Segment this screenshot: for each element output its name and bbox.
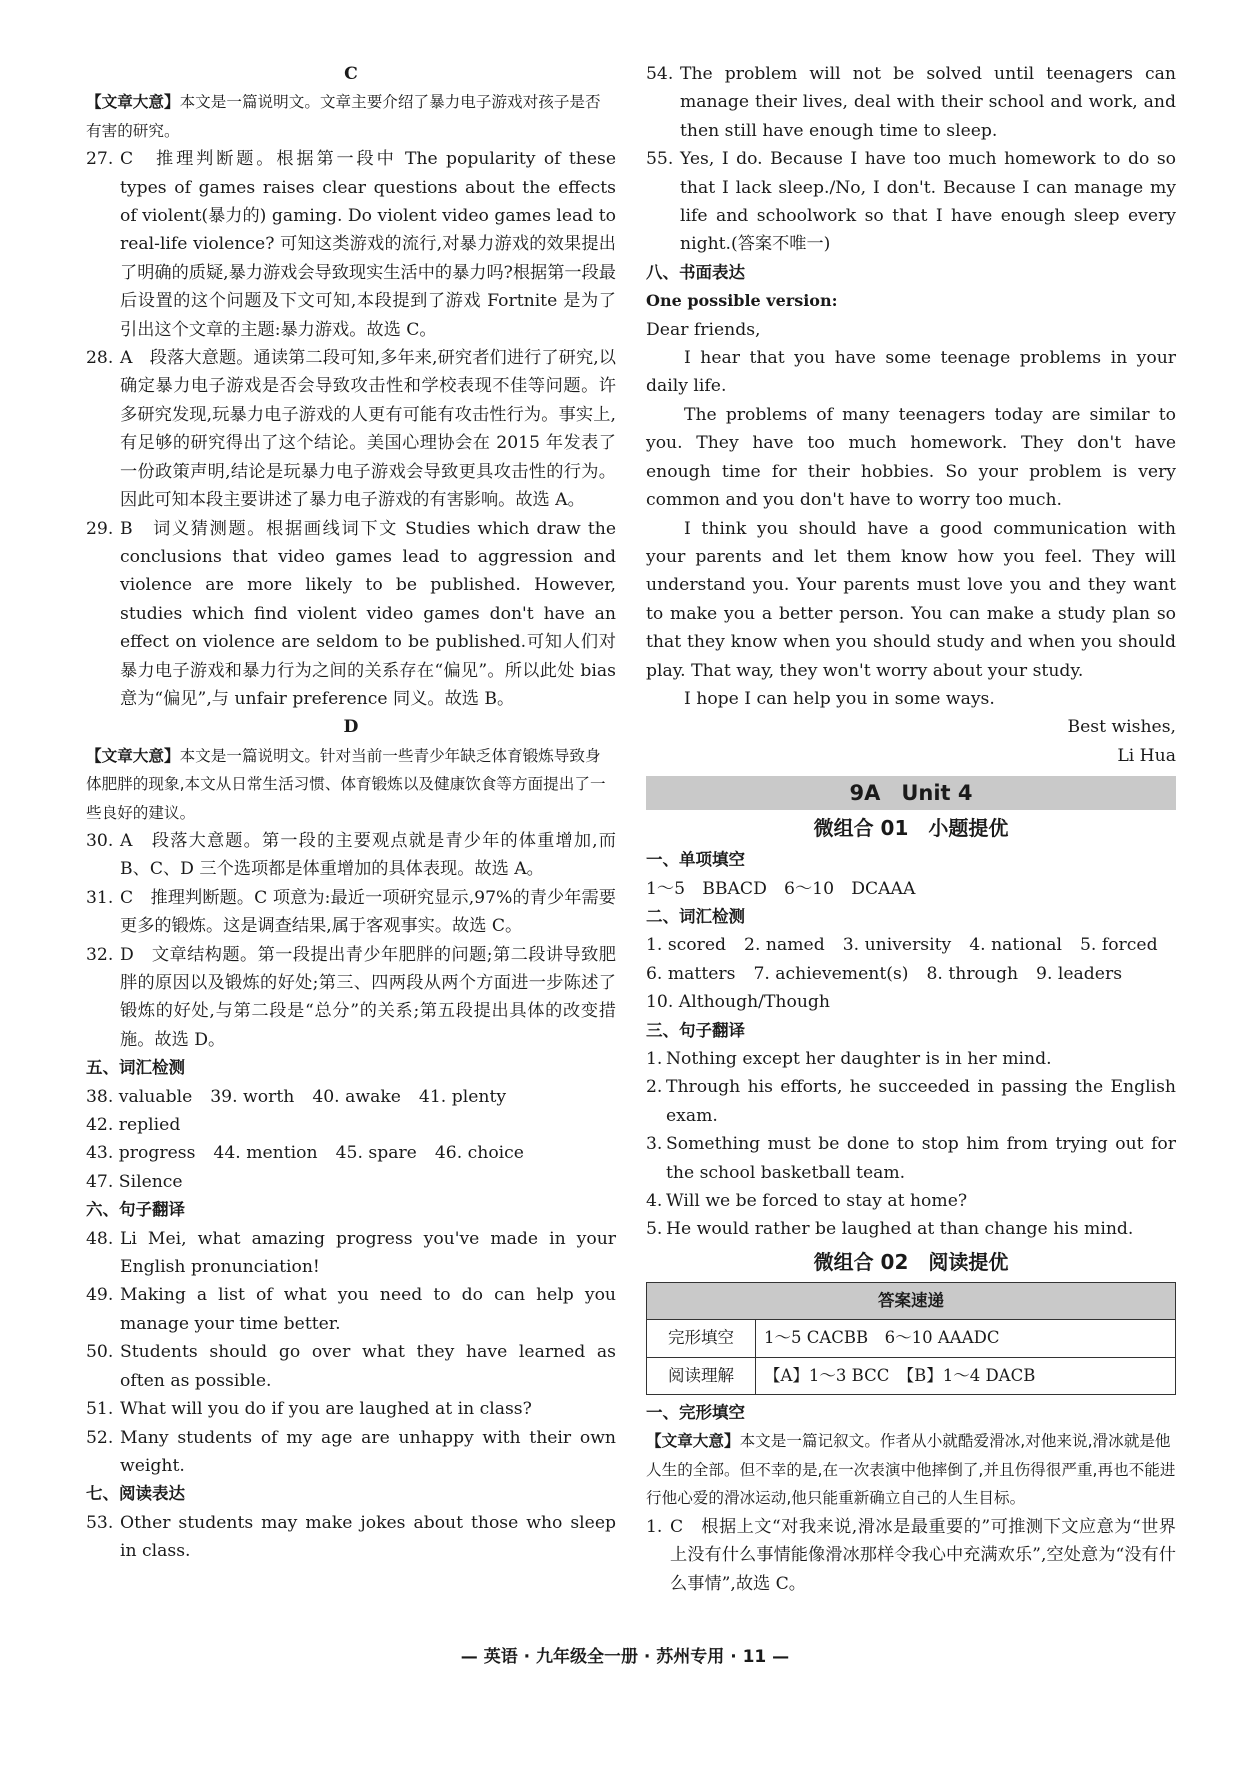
table-cell-value: 1～5 CACBB 6～10 AAADC [756, 1320, 1176, 1357]
vocab-answer: 42. replied [86, 1115, 181, 1136]
item-text: Through his efforts, he succeeded in passing the English exam. [666, 1077, 1176, 1126]
letter-paragraph: The problems of many teenagers today are similar to you. They have too much homework. They don't have enough time for their hobbies. So your problem is very common and you don't have to worry too much. [646, 404, 1176, 511]
item-number: 3. [646, 1134, 663, 1155]
item-text: A 段落大意题。通读第二段可知,多年来,研究者们进行了研究,以确定暴力电子游戏是否会导致攻击性和学校表现不佳等问题。许多研究发现,玩暴力电子游戏的人更有可能有攻击性行为。事实上,有足够的研究得出了这个结论。美国心理协会在 2015 年发表了一份政策声明,结论是玩暴力电子游戏会导致更具攻击性的行为。因此可知本段主要讲述了暴力电子游戏的有害影响。故选 A。 [120, 348, 616, 511]
answer-item [86, 515, 616, 714]
item-text: Many students of my age are unhappy with their own weight. [120, 1427, 616, 1476]
answer-item [86, 344, 616, 514]
item-text: C 根据上文“对我来说,滑冰是最重要的”可推测下文应意为“世界上没有什么事情能像滑冰那样令我心中充满欢乐”,空处意为“没有什么事情”,故选 C。 [670, 1516, 1176, 1594]
vocab-answer: 8. through [926, 963, 1019, 984]
vocab-answer: 10. Although/Though [646, 992, 830, 1013]
answer-item [646, 145, 1176, 259]
vocab-answer: 9. leaders [1036, 963, 1123, 984]
item-text: Students should go over what they have learned as often as possible. [120, 1342, 616, 1391]
answer-item [86, 827, 616, 884]
item-text: Li Mei, what amazing progress you've made in your English pronunciation! [120, 1228, 616, 1278]
section-heading: 五、词汇检测 [86, 1058, 185, 1078]
answer-item [646, 1130, 1176, 1187]
vocab-answer: 46. choice [434, 1143, 524, 1164]
vocab-answer: 2. named [744, 935, 825, 956]
item-text: Something must be done to stop him from trying out for the school basketball team. [666, 1134, 1176, 1183]
item-number: 32. [86, 944, 114, 965]
summary-text: 本文是一篇说明文。文章主要介绍了暴力电子游戏对孩子是否有害的研究。 [86, 93, 601, 140]
summary-tag: 【文章大意】 [86, 746, 180, 765]
vocab-row [86, 1168, 616, 1196]
letter-greeting: Dear friends, [646, 319, 761, 340]
unit-title: 9A Unit 4 [849, 780, 973, 805]
item-number: 29. [86, 518, 114, 539]
table-head: 答案速递 [647, 1282, 1176, 1319]
group2-summary [646, 1427, 1176, 1512]
item-text: Making a list of what you need to do can help you manage your time better. [120, 1285, 616, 1334]
item-number: 5. [646, 1219, 663, 1240]
item-text: He would rather be laughed at than change his mind. [666, 1219, 1134, 1240]
section-heading: 六、句子翻译 [86, 1200, 185, 1220]
item-text: What will you do if you are laughed at in class? [120, 1399, 532, 1420]
vocab-answer: 7. achievement(s) [753, 963, 909, 984]
table-row [647, 1357, 1176, 1394]
item-number: 30. [86, 830, 114, 851]
section-heading: 一、完形填空 [646, 1403, 745, 1423]
answer-item [86, 1509, 616, 1566]
group-title: 微组合 01 小题提优 [813, 816, 1009, 841]
summary-text: 本文是一篇记叙文。作者从小就酷爱滑冰,对他来说,滑冰就是他人生的全部。但不幸的是,在一次表演中他摔倒了,并且伤得很严重,再也不能进行他心爱的滑冰运动,他只能重新确立自己的人生目标。 [646, 1432, 1176, 1508]
item-text: C 推理判断题。C 项意为:最近一项研究显示,97%的青少年需要更多的锻炼。这是调查结果,属于客观事实。故选 C。 [120, 887, 616, 937]
item-number: 49. [86, 1285, 114, 1306]
summary-tag: 【文章大意】 [646, 1432, 740, 1451]
item-number: 51. [86, 1399, 114, 1420]
table-cell-label: 完形填空 [647, 1320, 756, 1357]
unit-title-bar [646, 776, 1176, 810]
item-number: 48. [86, 1228, 114, 1249]
item-text: C 推理判断题。根据第一段中 The popularity of these types of games raises clear questions about the effects of violent(暴力的) gaming. Do violent video games lead to real-life violence? 可知这类游戏的流行,对暴力游戏的效果提出了明确的质疑,暴力游戏会导致现实生活中的暴力吗?根据第一段最后设置的这个问题及下文可知,本段提到了游戏 Fortnite 是为了引出这个文章的主题:暴力游戏。故选 C。 [120, 149, 616, 340]
item-number: 52. [86, 1427, 114, 1448]
page-footer: — 英语 · 九年级全一册 · 苏州专用 · 11 — [460, 1647, 790, 1667]
item-text: Other students may make jokes about those who sleep in class. [120, 1512, 616, 1562]
item-number: 55. [646, 149, 674, 170]
item-number: 27. [86, 149, 114, 170]
item-number: 2. [646, 1077, 663, 1098]
section-heading: 二、词汇检测 [646, 906, 745, 926]
vocab-row [646, 988, 1176, 1016]
vocab-answer: 5. forced [1079, 935, 1158, 956]
version-label: One possible version: [646, 291, 838, 311]
letter-paragraph: I think you should have a good communication with your parents and let them know how you feel. They will understand you. Your parents must love you and they want to make you a better person. You can make a study plan so that they know when you should study and when you should play. That way, they won't worry about your study. [646, 518, 1176, 681]
answer-item [646, 1073, 1176, 1130]
section-heading: 八、书面表达 [646, 262, 745, 282]
section-d-summary [86, 742, 616, 827]
summary-tag: 【文章大意】 [86, 93, 180, 112]
item-text: The problem will not be solved until teenagers can manage their lives, deal with their school and work, and then still have enough time to sleep. [680, 64, 1176, 141]
answer-item [646, 1215, 1176, 1243]
section-d-letter: D [343, 717, 359, 738]
answer-item [86, 145, 616, 344]
vocab-answer: 3. university [842, 935, 952, 956]
vocab-answer: 44. mention [213, 1143, 318, 1164]
vocab-answer: 41. plenty [418, 1086, 507, 1107]
answer-item [86, 941, 616, 1055]
item-number: 54. [646, 64, 674, 84]
answer-item [86, 1338, 616, 1395]
left-column [86, 60, 616, 1566]
section-c-summary [86, 88, 616, 145]
item-text: Nothing except her daughter is in her mind. [666, 1049, 1052, 1069]
group-title: 微组合 02 阅读提优 [813, 1249, 1009, 1274]
table-cell-value: 【A】1～3 BCC 【B】1～4 DACB [756, 1357, 1176, 1394]
summary-text: 本文是一篇说明文。针对当前一些青少年缺乏体育锻炼导致身体肥胖的现象,本文从日常生活习惯、体育锻炼以及健康饮食等方面提出了一些良好的建议。 [86, 746, 606, 822]
answer-item [86, 1395, 616, 1423]
item-number: 53. [86, 1512, 114, 1533]
item-number: 4. [646, 1191, 663, 1212]
answer-item [86, 1424, 616, 1481]
right-column [646, 60, 1176, 1598]
item-text: Yes, I do. Because I have too much homework to do so that I lack sleep./No, I don't. Because I can manage my life and schoolwork so that I have enough sleep every night.(答案不唯一) [680, 149, 1176, 255]
item-number: 50. [86, 1342, 114, 1363]
vocab-answer: 38. valuable [86, 1086, 193, 1107]
letter-closing: Best wishes, [1067, 717, 1176, 738]
answer-item [646, 1513, 1176, 1598]
vocab-answer: 47. Silence [86, 1171, 183, 1192]
vocab-answer: 1. scored [646, 935, 727, 956]
letter-signature: Li Hua [1117, 745, 1176, 766]
vocab-answer: 39. worth [210, 1086, 295, 1107]
item-number: 1. [646, 1049, 663, 1069]
section-c-letter: C [344, 64, 358, 84]
letter-paragraph: I hope I can help you in some ways. [684, 688, 995, 709]
vocab-row [86, 1083, 616, 1140]
vocab-row [646, 960, 1176, 988]
answer-table [646, 1282, 1176, 1395]
letter-paragraph: I hear that you have some teenage problems in your daily life. [646, 348, 1176, 397]
item-text: Will we be forced to stay at home? [666, 1191, 968, 1212]
vocab-row [646, 931, 1176, 959]
section-heading: 一、单项填空 [646, 850, 745, 870]
vocab-answer: 4. national [969, 935, 1062, 956]
answer-item [646, 1045, 1176, 1073]
vocab-answer: 45. spare [335, 1143, 417, 1164]
table-row [647, 1320, 1176, 1357]
section-heading: 七、阅读表达 [86, 1484, 185, 1504]
answer-item [86, 1225, 616, 1282]
vocab-row [86, 1139, 616, 1167]
item-number: 1. [646, 1516, 663, 1537]
vocab-answer: 43. progress [86, 1143, 196, 1164]
answer-item [86, 1281, 616, 1338]
item-text: B 词义猜测题。根据画线词下文 Studies which draw the conclusions that video games lead to aggression and violence are more likely to be published. However, studies which find violent video games don't have an effect on violence are seldom to be published.可知人们对暴力电子游戏和暴力行为之间的关系存在“偏见”。所以此处 bias 意为“偏见”,与 unfair preference 同义。故选 B。 [120, 518, 616, 709]
vocab-answer: 40. awake [312, 1086, 401, 1107]
item-number: 31. [86, 887, 114, 908]
item-text: A 段落大意题。第一段的主要观点就是青少年的体重增加,而 B、C、D 三个选项都是体重增加的具体表现。故选 A。 [120, 830, 616, 880]
section-heading: 三、句子翻译 [646, 1020, 745, 1040]
table-cell-label: 阅读理解 [647, 1357, 756, 1394]
answer-item [646, 60, 1176, 145]
item-number: 28. [86, 348, 114, 369]
answer-item [86, 884, 616, 941]
vocab-answer: 6. matters [646, 963, 736, 984]
answer-item [646, 1187, 1176, 1215]
choice-answers: 1～5 BBACD 6～10 DCAAA [646, 878, 916, 899]
item-text: D 文章结构题。第一段提出青少年肥胖的问题;第二段讲导致肥胖的原因以及锻炼的好处;第三、四两段从两个方面进一步陈述了锻炼的好处,与第二段是“总分”的关系;第五段提出具体的改变措施。故选 D。 [120, 944, 616, 1050]
